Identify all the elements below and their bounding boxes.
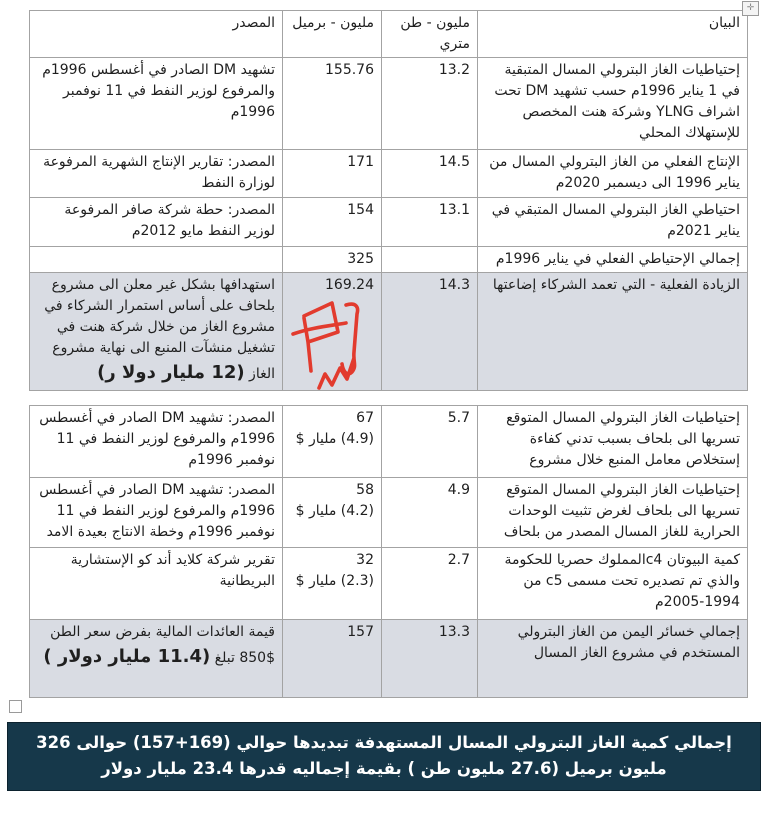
barrels-cell: 171 [283, 150, 382, 198]
source-bold-text: (12 مليار دولا ر) [97, 362, 245, 383]
statement-cell: الزيادة الفعلية - التي تعمد الشركاء إضاعتها [478, 273, 748, 391]
tons-cell: 14.3 [382, 273, 478, 391]
barrels-value: 32 [356, 552, 374, 568]
tons-cell: 14.5 [382, 150, 478, 198]
tons-cell: 5.7 [382, 406, 478, 478]
header-barrels: مليون - برميل [283, 11, 382, 58]
header-statement: البيان [478, 11, 748, 58]
barrels-cell: 325 [283, 247, 382, 273]
lpg-reserves-table [29, 10, 748, 391]
barrels-note: (4.9) مليار $ [295, 431, 374, 447]
tons-cell: 13.1 [382, 198, 478, 247]
barrels-cell: 155.76 [283, 58, 382, 150]
source-cell [30, 273, 283, 391]
statement-cell: إحتياطيات الغاز البترولي المسال المتوقع تسريها الى بلحاف لغرض تثبيت الوحدات الحرارية للغاز المسال المصدر من بلحاف [478, 478, 748, 548]
statement-cell: إحتياطيات الغاز البترولي المسال المتوقع تسريها الى بلحاف بسبب تدني كفاءة إستخلاص معامل المنبع خلال مشروع [478, 406, 748, 478]
table-row [30, 548, 748, 620]
table-row [30, 198, 748, 247]
table-row [30, 406, 748, 478]
summary-banner: إجمالي كمية الغاز البترولي المسال المستهدفة تبديدها حوالي (169+157) حوالى 326 مليون برميل (27.6 مليون طن ) بقيمة إجماليه قدرها 23.4 مليار دولار [7, 722, 761, 791]
table-resize-handle[interactable] [9, 700, 22, 713]
barrels-value: 67 [356, 410, 374, 426]
table-row [30, 478, 748, 548]
table-header-row [30, 11, 748, 58]
source-bold-text: (11.4 مليار دولار ) [43, 646, 211, 667]
barrels-cell [283, 406, 382, 478]
statement-cell: إحتياطيات الغاز البترولي المسال المتبقية في 1 يناير 1996م حسب تشهيد DM تحت اشراف YLNG وشركة هنت المخصص للإستهلاك المحلي [478, 58, 748, 150]
barrels-cell: 154 [283, 198, 382, 247]
tons-cell: 4.9 [382, 478, 478, 548]
source-text: استهدافها بشكل غير معلن الى مشروع بلحاف على أساس استمرار الشركاء في مشروع الغاز من خلال شركة هنت في تشغيل منشآت المنبع الى نهاية مشروع الغاز [44, 277, 275, 382]
statement-cell: كمية البيوتان c4المملوك حصريا للحكومة والذي تم تصديره تحت مسمى c5 من 1994‏-‏2005م [478, 548, 748, 620]
red-pen-scribble [284, 292, 384, 396]
tons-cell [382, 247, 478, 273]
statement-cell: احتياطي الغاز البترولي المسال المتبقي في يناير 2021م [478, 198, 748, 247]
header-source: المصدر [30, 11, 283, 58]
table-row [30, 150, 748, 198]
table-row-highlighted [30, 273, 748, 391]
source-text: قيمة العائدات المالية بفرض سعر الطن $850 تبلغ [50, 624, 275, 666]
barrels-note: (2.3) مليار $ [295, 573, 374, 589]
tons-cell: 13.2 [382, 58, 478, 150]
source-cell: المصدر: حطة شركة صافر المرفوعة لوزير النفط مايو 2012م [30, 198, 283, 247]
tons-cell: 13.3 [382, 620, 478, 698]
table-row [30, 58, 748, 150]
source-cell: تقرير شركة كلايد أند كو الإستشارية البريطانية [30, 548, 283, 620]
barrels-cell: 157 [283, 620, 382, 698]
statement-cell: إجمالي الإحتياطي الفعلي في يناير 1996م [478, 247, 748, 273]
barrels-note: (4.2) مليار $ [295, 503, 374, 519]
barrels-cell [283, 478, 382, 548]
source-cell [30, 247, 283, 273]
source-cell: المصدر: تقارير الإنتاج الشهرية المرفوعة لوزارة النفط [30, 150, 283, 198]
table-row [30, 247, 748, 273]
barrels-cell: 169.24 [283, 273, 382, 391]
table-row-highlighted [30, 620, 748, 698]
source-cell: المصدر: تشهيد DM الصادر في أغسطس 1996م والمرفوع لوزير النفط في 11 نوفمبر 1996م وخطة الانتاج بعيدة الامد [30, 478, 283, 548]
tons-cell: 2.7 [382, 548, 478, 620]
barrels-value: 58 [356, 482, 374, 498]
barrels-cell [283, 548, 382, 620]
statement-cell: الإنتاج الفعلي من الغاز البترولي المسال من يناير 1996 الى ديسمبر 2020م [478, 150, 748, 198]
table-move-handle-icon[interactable]: ✛ [742, 1, 759, 16]
source-cell: المصدر: تشهيد DM الصادر في أغسطس 1996م والمرفوع لوزير النفط في 11 نوفمبر 1996م [30, 406, 283, 478]
statement-cell: إجمالي خسائر اليمن من الغاز البترولي المستخدم في مشروع الغاز المسال [478, 620, 748, 698]
source-cell: تشهيد DM الصادر في أغسطس 1996م والمرفوع لوزير النفط في 11 نوفمبر 1996م [30, 58, 283, 150]
source-cell [30, 620, 283, 698]
lpg-losses-table [29, 405, 748, 698]
header-tons: مليون - طن متري [382, 11, 478, 58]
